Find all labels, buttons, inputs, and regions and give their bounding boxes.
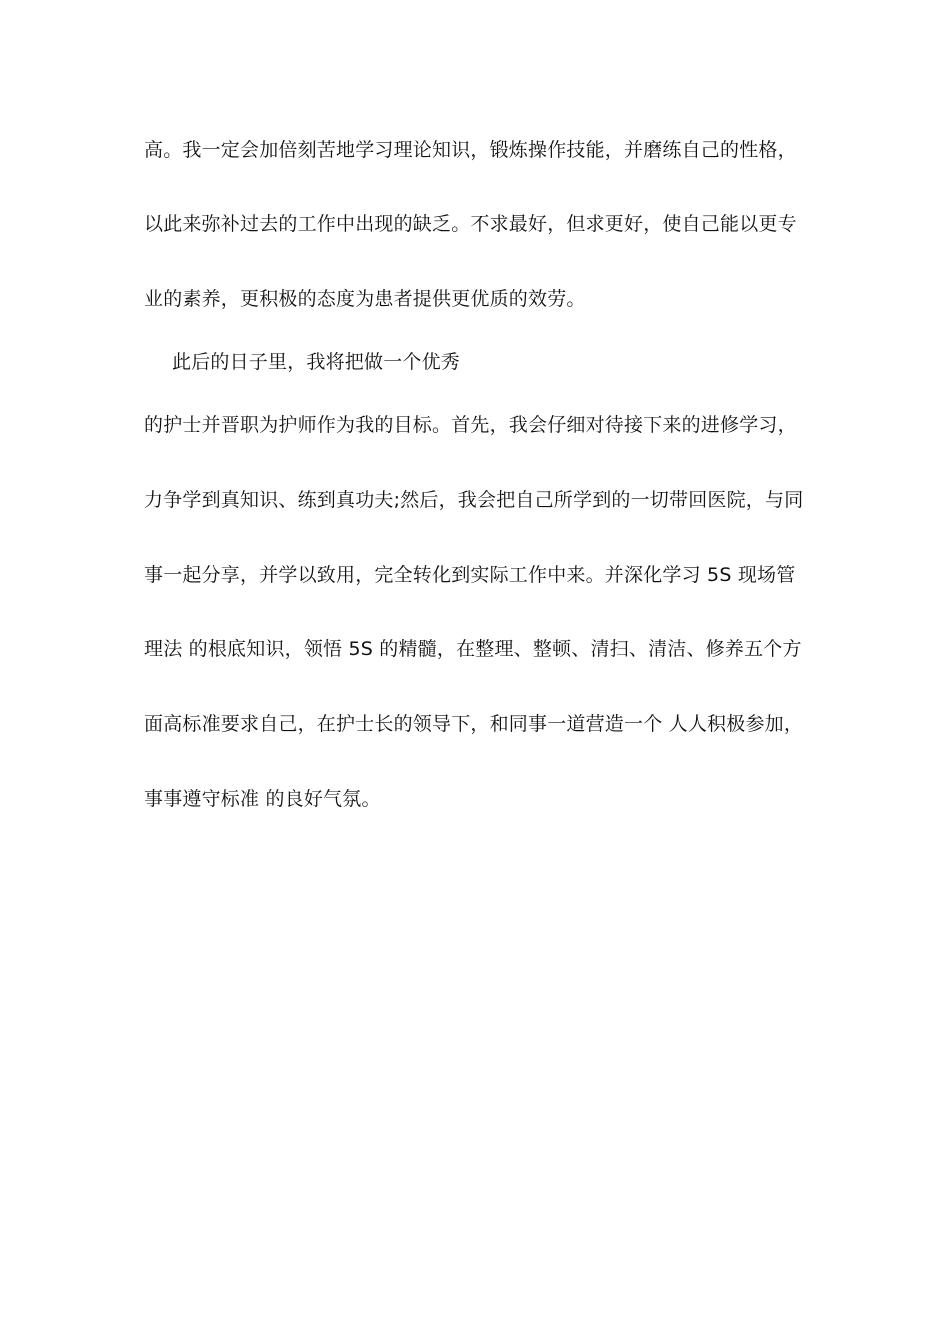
paragraph-line-6: 力争学到真知识、练到真功夫;然后，我会把自己所学到的一切带回医院，与同 <box>144 489 804 511</box>
paragraph-line-4: 此后的日子里，我将把做一个优秀 <box>172 351 461 373</box>
paragraph-line-1: 高。我一定会加倍刻苦地学习理论知识，锻炼操作技能，并磨练自己的性格， <box>144 139 797 161</box>
paragraph-line-9: 面高标准要求自己，在护士长的领导下，和同事一道营造一个 人人积极参加， <box>144 713 804 735</box>
paragraph-line-8: 理法 的根底知识，领悟 5S 的精髓，在整理、整顿、清扫、清洁、修养五个方 <box>144 638 802 660</box>
paragraph-line-3: 业的素养，更积极的态度为患者提供更优质的效劳。 <box>144 288 586 310</box>
paragraph-line-7: 事一起分享，并学以致用，完全转化到实际工作中来。并深化学习 5S 现场管 <box>144 564 796 586</box>
paragraph-line-10: 事事遵守标准 的良好气氛。 <box>144 788 381 810</box>
paragraph-line-2: 以此来弥补过去的工作中出现的缺乏。不求最好，但求更好，使自己能以更专 <box>144 213 797 235</box>
paragraph-line-5: 的护士并晋职为护师作为我的目标。首先，我会仔细对待接下来的进修学习， <box>144 414 797 436</box>
